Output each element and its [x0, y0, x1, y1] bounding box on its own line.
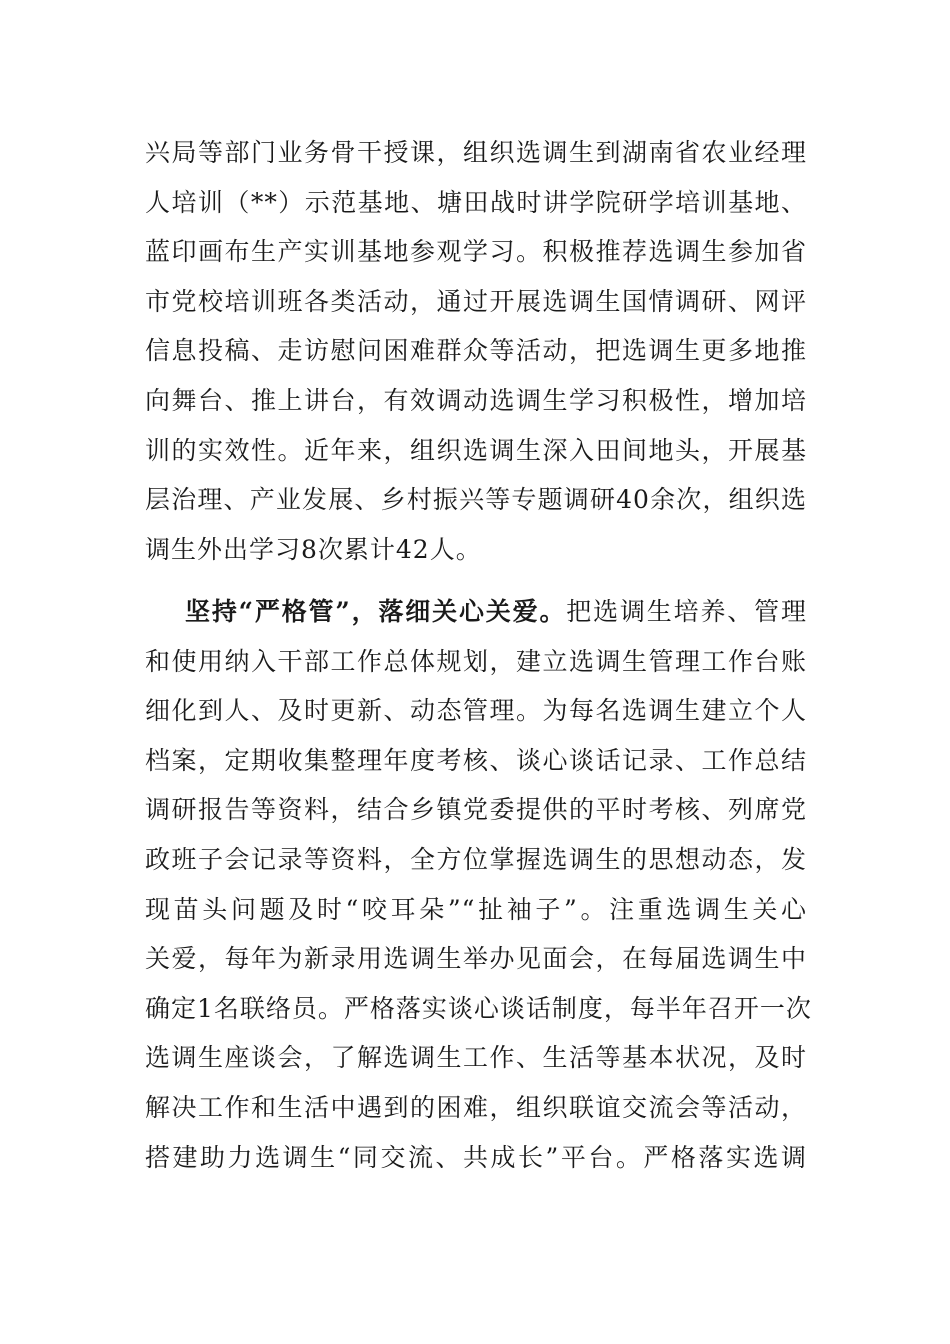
text-line: 和使用纳入干部工作总体规划，建立选调生管理工作台账 — [145, 646, 807, 676]
text-line: 训的实效性。近年来，组织选调生深入田间地头，开展基 — [145, 435, 807, 465]
text-run: 把选调生培养、管理 — [566, 597, 807, 626]
text-line: 调研报告等资料，结合乡镇党委提供的平时考核、列席党 — [145, 795, 807, 825]
text-line: 现苗头问题及时“咬耳朵”“扯袖子”。注重选调生关心 — [145, 894, 807, 924]
text-line: 解决工作和生活中遇到的困难，组织联谊交流会等活动， — [145, 1092, 807, 1122]
text-line: 向舞台、推上讲台，有效调动选调生学习积极性，增加培 — [145, 385, 807, 415]
text-line: 信息投稿、走访慰问困难群众等活动，把选调生更多地推 — [145, 336, 807, 366]
paragraph-training — [145, 128, 807, 574]
text-line: 搭建助力选调生“同交流、共成长”平台。严格落实选调 — [145, 1142, 807, 1172]
text-line: 档案，定期收集整理年度考核、谈心谈话记录、工作总结 — [145, 745, 807, 775]
text-line: 层治理、产业发展、乡村振兴等专题调研40余次，组织选 — [145, 485, 807, 515]
text-line: 确定1名联络员。严格落实谈心谈话制度，每半年召开一次 — [145, 993, 812, 1023]
text-line: 政班子会记录等资料，全方位掌握选调生的思想动态，发 — [145, 844, 807, 874]
paragraph-first-line — [145, 587, 807, 637]
text-line: 细化到人、及时更新、动态管理。为每名选调生建立个人 — [145, 696, 807, 726]
text-line: 蓝印画布生产实训基地参观学习。积极推荐选调生参加省 — [145, 237, 807, 267]
paragraph-management — [145, 587, 812, 1182]
text-line: 关爱，每年为新录用选调生举办见面会，在每届选调生中 — [145, 944, 807, 974]
text-line: 市党校培训班各类活动，通过开展选调生国情调研、网评 — [145, 286, 807, 316]
text-line: 人培训（**）示范基地、塘田战时讲学院研学培训基地、 — [145, 187, 807, 217]
text-line: 调生外出学习8次累计42人。 — [145, 534, 482, 564]
text-line: 选调生座谈会，了解选调生工作、生活等基本状况，及时 — [145, 1043, 807, 1073]
paragraph-heading: 坚持“严格管”，落细关心关爱。 — [185, 597, 567, 626]
text-line: 兴局等部门业务骨干授课，组织选调生到湖南省农业经理 — [145, 138, 807, 167]
